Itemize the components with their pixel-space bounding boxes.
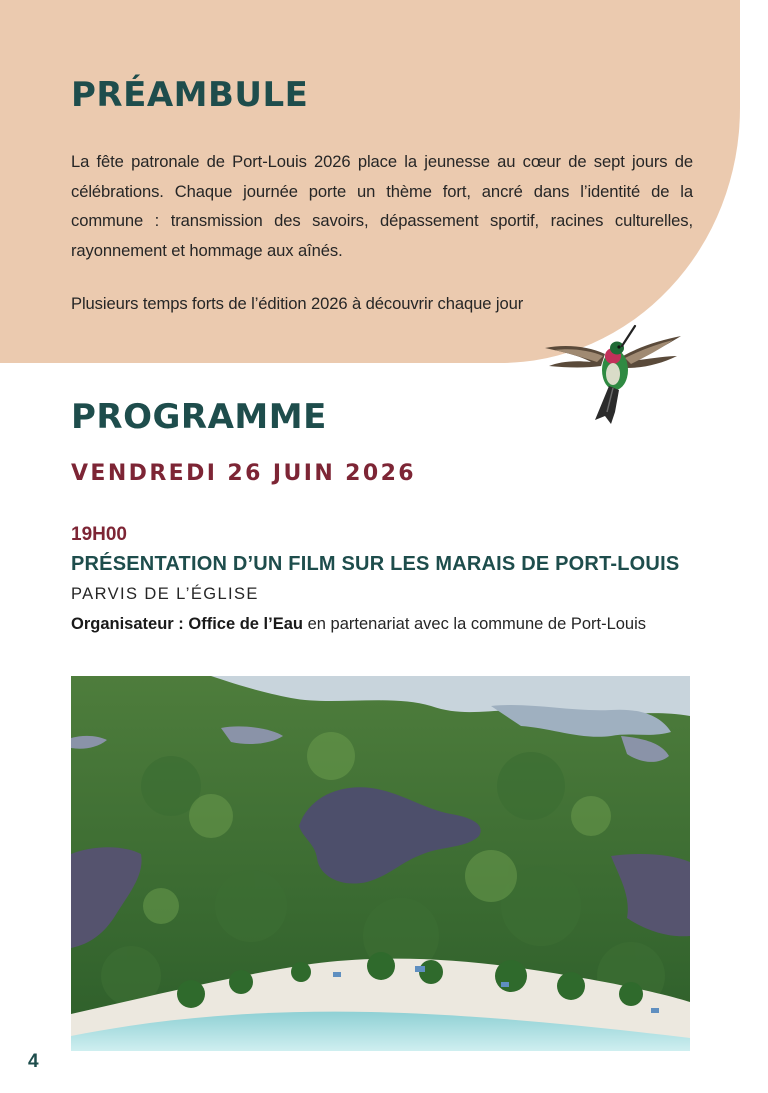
event-place: PARVIS DE L’ÉGLISE [71, 585, 259, 603]
event-organizer [71, 615, 646, 634]
preamble-paragraph: La fête patronale de Port-Louis 2026 place la jeunesse au cœur de sept jours de célébrations. Chaque journée porte un thème fort, ancré dans l’identité de la commune : transmission des savoirs, dépassement sportif, racines culturelles, rayonnement et hommage aux aînés. [71, 152, 693, 260]
event-title: PRÉSENTATION D’UN FILM SUR LES MARAIS DE PORT-LOUIS [71, 553, 680, 575]
page-number: 4 [28, 1051, 39, 1072]
day-title: VENDREDI 26 JUIN 2026 [71, 461, 417, 486]
organizer-label: Organisateur : [71, 615, 184, 633]
preamble-title: PRÉAMBULE [71, 75, 309, 115]
organizer-partnership: en partenariat avec la commune de Port-Louis [307, 615, 647, 633]
event-time: 19H00 [71, 524, 127, 545]
preamble-note: Plusieurs temps forts de l’édition 2026 à découvrir chaque jour [71, 294, 524, 313]
hummingbird-illustration [543, 312, 683, 427]
programme-title: PROGRAMME [71, 397, 327, 437]
aerial-mangrove-photo [71, 676, 690, 1051]
organizer-name: Office de l’Eau [188, 615, 303, 633]
